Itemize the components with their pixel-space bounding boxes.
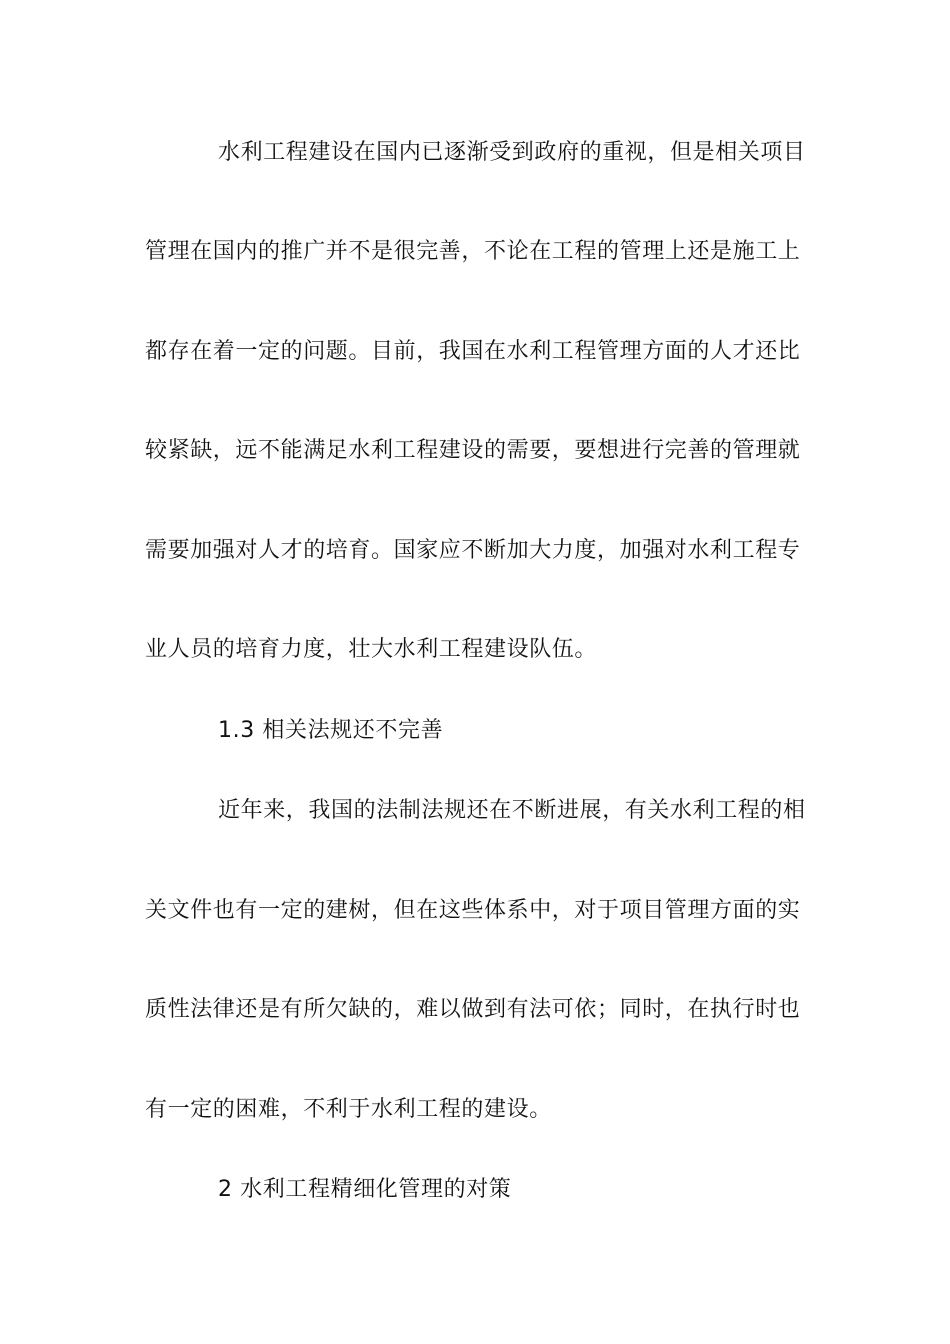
- paragraph-1-line-3: 都存在着一定的问题。目前，我国在水利工程管理方面的人才还比: [145, 339, 801, 364]
- section-heading-1-3: 1.3 相关法规还不完善: [218, 718, 444, 743]
- paragraph-1-line-2: 管理在国内的推广并不是很完善，不论在工程的管理上还是施工上: [145, 239, 801, 264]
- paragraph-1-line-5: 需要加强对人才的培育。国家应不断加大力度，加强对水利工程专: [145, 538, 801, 563]
- paragraph-1-line-6: 业人员的培育力度，壮大水利工程建设队伍。: [145, 637, 598, 662]
- paragraph-2-line-2: 关文件也有一定的建树，但在这些体系中，对于项目管理方面的实: [145, 898, 801, 923]
- paragraph-2-line-4: 有一定的困难，不利于水利工程的建设。: [145, 1097, 552, 1122]
- section-heading-2: 2 水利工程精细化管理的对策: [218, 1177, 512, 1202]
- paragraph-1-line-4: 较紧缺，远不能满足水利工程建设的需要，要想进行完善的管理就: [145, 438, 801, 463]
- paragraph-2-line-3: 质性法律还是有所欠缺的，难以做到有法可依；同时，在执行时也: [145, 997, 801, 1022]
- paragraph-2-line-1: 近年来，我国的法制法规还在不断进展，有关水利工程的相: [218, 798, 806, 823]
- paragraph-1-line-1: 水利工程建设在国内已逐渐受到政府的重视，但是相关项目: [218, 140, 806, 165]
